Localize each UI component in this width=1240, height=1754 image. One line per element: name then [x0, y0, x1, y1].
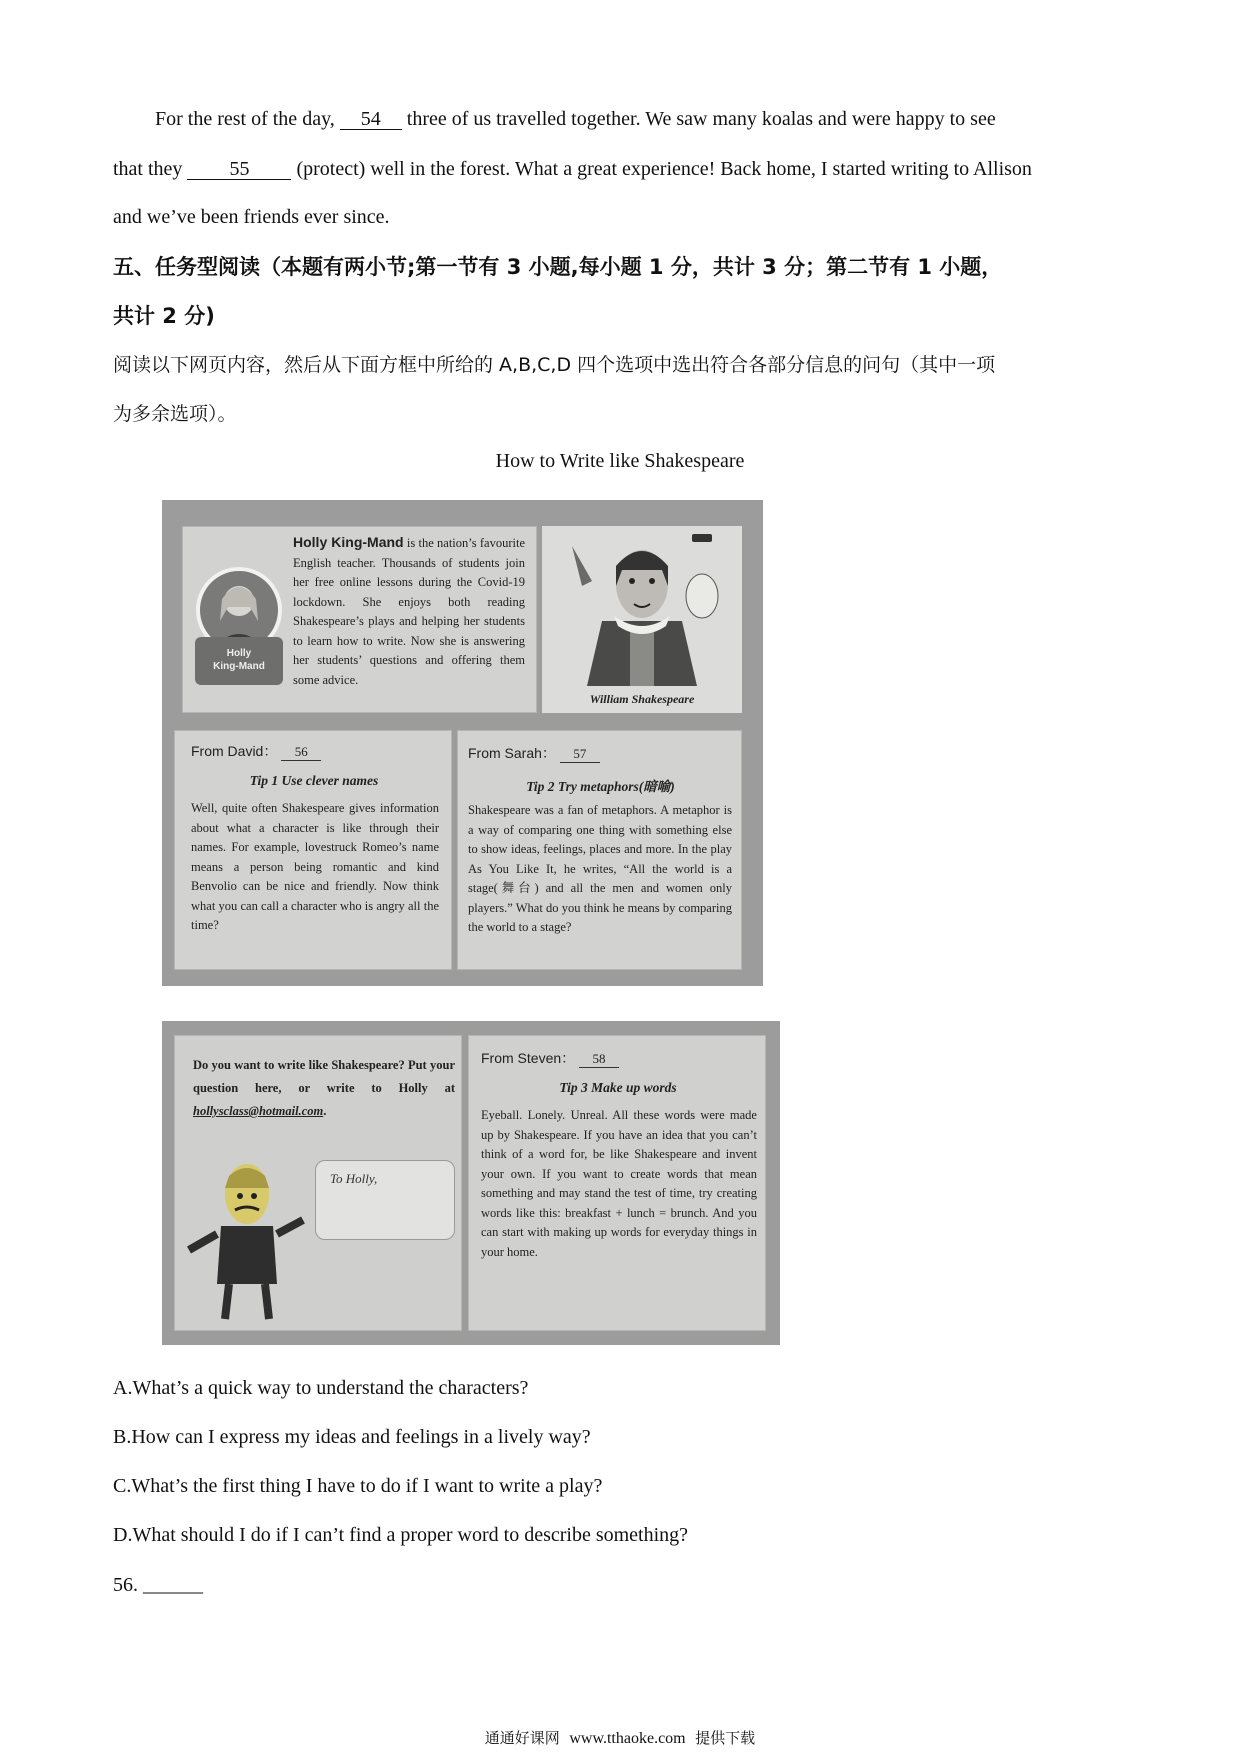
from-label: From Sarah：: [468, 745, 556, 761]
section-heading: 五、任务型阅读（本题有两小节;第一节有 3 小题,每小题 1 分，共计 3 分；第二节有 1 小题，: [113, 255, 1003, 279]
teacher-name: Holly King-Mand: [293, 534, 404, 550]
passage-line-2: [113, 157, 1032, 181]
ask-text: [193, 1054, 455, 1123]
from-steven: [481, 1048, 619, 1068]
from-label: From Steven：: [481, 1050, 576, 1066]
instruction-cont: 为多余选项）。: [113, 403, 237, 425]
passage-text: three of us travelled together. We saw many koalas and were happy to see: [406, 108, 996, 130]
shakespeare-illustration: [542, 526, 742, 713]
passage-text: that they: [113, 158, 183, 180]
answer-blank[interactable]: ______: [143, 1574, 203, 1596]
intro-body: is the nation’s favourite English teacher. Thousands of students join her free online lessons during the Covid-19 lockdown. She enjoys both reading Shakespeare’s plays and helping her students to learn how to write. Now she is answering her students’ questions and offering them some advice.: [293, 536, 526, 687]
answer-blank-54: 54: [340, 109, 402, 130]
tip1-panel: [174, 730, 452, 970]
answer-blank-55: 55: [187, 159, 291, 180]
passage-text: (protect) well in the forest. What a great experience! Back home, I started writing to Allison: [296, 158, 1032, 180]
tip3-panel: [468, 1035, 766, 1331]
tip2-title: Tip 2 Try metaphors(暗喻): [526, 779, 675, 794]
from-label: From David：: [191, 743, 278, 759]
from-david: [191, 741, 321, 761]
option-b: B.How can I express my ideas and feelings in a lively way?: [113, 1426, 591, 1448]
photo-webpage-part-1: [162, 500, 763, 986]
tip1-text: Well, quite often Shakespeare gives information about what a character is like through their names. For example, lovestruck Romeo’s name means a person being romantic and kind Benvolio can be nice and friendly. Now think what you can call a character who is angry all the time?: [191, 801, 439, 932]
ask-body: Do you want to write like Shakespeare? Put your question here, or write to Holly at: [193, 1058, 455, 1095]
tip1-title: Tip 1 Use clever names: [249, 773, 379, 788]
ask-end: .: [323, 1104, 327, 1118]
badge-line: Holly: [226, 648, 252, 659]
passage-text: For the rest of the day,: [155, 108, 335, 130]
option-d: D.What should I do if I can’t find a proper word to describe something?: [113, 1524, 689, 1546]
option-a: A.What’s a quick way to understand the characters?: [113, 1377, 529, 1399]
speech-bubble: [315, 1160, 455, 1240]
question-number: 56: [281, 744, 321, 761]
tip2-text: Shakespeare was a fan of metaphors. A metaphor is a way of comparing one thing with something else to show ideas, feelings, places and more. In the play As You Like It, he writes, “All the world is a stage(舞台) and all the men and women only players.” What do you think he means by comparing the world to a stage?: [468, 803, 732, 934]
shakespeare-icon: [542, 526, 742, 686]
footer-site-name: 通通好课网: [484, 1729, 560, 1747]
footer-url[interactable]: www.tthaoke.com: [569, 1730, 686, 1747]
cartoon-shakespeare-icon: [185, 1154, 305, 1324]
section-heading-cont: 共计 2 分): [113, 304, 215, 328]
tip3-title: Tip 3 Make up words: [559, 1080, 677, 1095]
passage-line-1: [155, 107, 996, 131]
tip3-text: Eyeball. Lonely. Unreal. All these words were made up by Shakespeare. If you have an idea that you can’t think of a word for, be like Shakespeare and invent your own. If you want to create words that mean something and may stand the test of time, try creating words like this: breakfast + lunch = brunch. And you can start with making up words for everyday things in your home.: [481, 1108, 757, 1259]
from-sarah: [468, 743, 600, 763]
ask-panel: [174, 1035, 462, 1331]
tip2-panel: [457, 730, 742, 970]
question-number: 57: [560, 746, 600, 763]
article-title: How to Write like Shakespeare: [495, 450, 745, 472]
footer-suffix: 提供下载: [695, 1729, 756, 1747]
footer: [0, 1727, 1240, 1748]
photo-webpage-part-2: [162, 1021, 780, 1345]
badge-line: King-Mand: [213, 661, 265, 672]
intro-text: [293, 533, 525, 690]
option-c: C.What’s the first thing I have to do if I want to write a play?: [113, 1475, 603, 1497]
email-link[interactable]: hollysclass@hotmail.com: [193, 1104, 324, 1118]
portrait-caption: William Shakespeare: [589, 692, 695, 706]
answer-line-56: [113, 1573, 203, 1597]
bubble-text: To Holly,: [330, 1171, 378, 1186]
instruction: 阅读以下网页内容，然后从下面方框中所给的 A,B,C,D 四个选项中选出符合各部分信息的问句（其中一项: [113, 354, 996, 376]
question-number: 58: [579, 1051, 619, 1068]
intro-panel: [182, 526, 537, 713]
name-badge: [195, 637, 283, 685]
passage-line-3: and we’ve been friends ever since.: [113, 206, 390, 228]
question-label: 56.: [113, 1574, 138, 1596]
